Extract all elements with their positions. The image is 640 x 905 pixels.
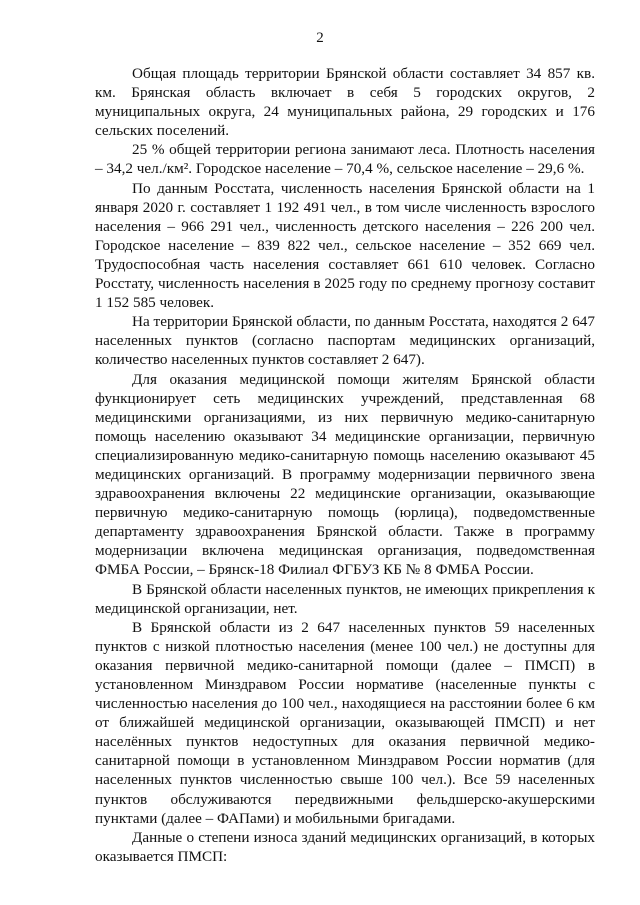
page-number: 2 bbox=[316, 30, 324, 46]
paragraph-medical-network: Для оказания медицинской помощи жителям Брянской области функционирует сеть медицинских учреждений, представленная 68 медицинскими организациями, из них первичную медико-санитарную помощь населению оказывают 34 медицинские организации, первичную специализированную медико-санитарную помощь населению оказывают 45 медицинских организаций. В программу модернизации первичного звена здравоохранения включены 22 медицинские организации, оказывающие первичную медико-санитарную помощь (юрлица), подведомственные департаменту здравоохранения Брянской области. Также в программу модернизации включена медицинская организация, подведомственная ФМБА России, – Брянск-18 Филиал ФГБУЗ КБ № 8 ФМБА России. bbox=[95, 370, 595, 579]
document-body bbox=[95, 64, 595, 866]
paragraph-accessibility: В Брянской области из 2 647 населенных пунктов 59 населенных пунктов с низкой плотностью населения (менее 100 чел.) не доступны для оказания первичной медико-санитарной помощи (далее – ПМСП) в установленном Минздравом России нормативе (населенные пункты с численностью населения до 100 чел., находящиеся на расстоянии более 6 км от ближайшей медицинской организации, оказывающей ПМСП) и нет населённых пунктов недоступных для оказания первичной медико-санитарной помощи в установленном Минздравом России норматив (для населенных пунктов численностью свыше 100 чел.). Все 59 населенных пунктов обслуживаются передвижными фельдшерско-акушерскими пунктами (далее – ФАПами) и мобильными бригадами. bbox=[95, 618, 595, 827]
paragraph-settlements: На территории Брянской области, по данным Росстата, находятся 2 647 населенных пунктов (согласно паспортам медицинских организаций, количество населенных пунктов составляет 2 647). bbox=[95, 313, 595, 369]
paragraph-population: По данным Росстата, численность населения Брянской области на 1 января 2020 г. составляет 1 192 491 чел., в том числе численность взрослого населения – 966 291 чел., численность детского населения – 226 200 чел. Городское население – 839 822 чел., сельское население – 352 669 чел. Трудоспособная часть населения составляет 661 610 человек. Согласно Росстату, численность населения в 2025 году по среднему прогнозу составит 1 152 585 человек. bbox=[95, 179, 595, 312]
paragraph-density: 25 % общей территории региона занимают леса. Плотность населения – 34,2 чел./км². Городское население – 70,4 %, сельское население – 29,6 %. bbox=[95, 141, 595, 178]
paragraph-territory: Общая площадь территории Брянской области составляет 34 857 кв. км. Брянская область включает в себя 5 городских округов, 2 муниципальных округа, 24 муниципальных района, 29 городских и 176 сельских поселений. bbox=[95, 65, 595, 140]
paragraph-building-wear: Данные о степени износа зданий медицинских организаций, в которых оказывается ПМСП: bbox=[95, 828, 595, 865]
paragraph-attachment: В Брянской области населенных пунктов, не имеющих прикрепления к медицинской организации, нет. bbox=[95, 580, 595, 617]
